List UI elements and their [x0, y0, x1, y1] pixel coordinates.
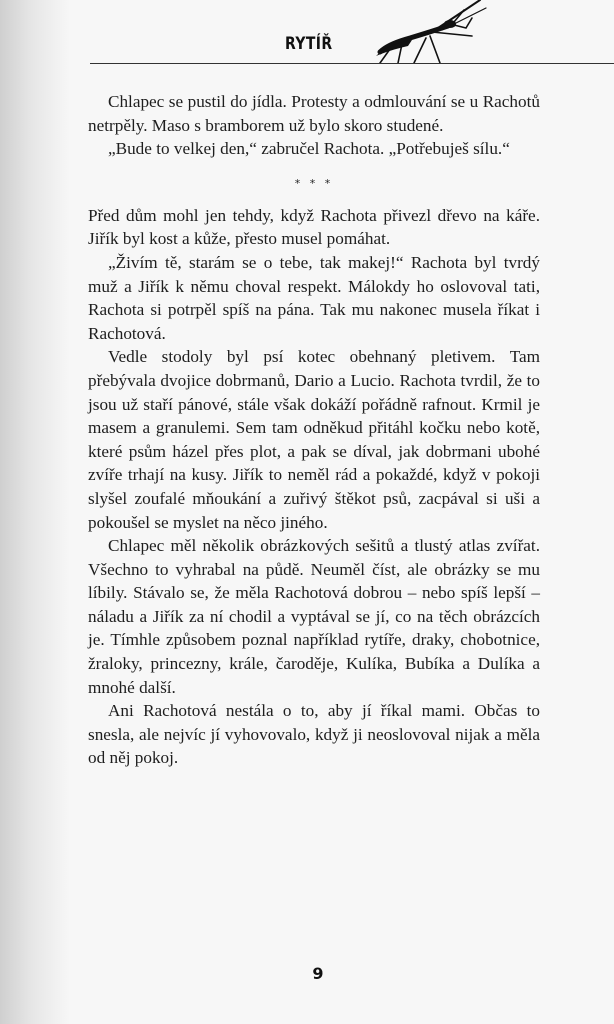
paragraph: „Bude to velkej den,“ zabručel Rachota. „Potřebuješ sílu.“ — [108, 139, 510, 159]
running-header — [0, 0, 614, 70]
page-binding-shadow — [0, 0, 70, 1024]
paragraph: Před dům mohl jen tehdy, když Rachota přivezl dřevo na káře. Jiřík byl kost a kůže, přesto musel pomáhat. — [88, 205, 540, 249]
body-text — [88, 90, 540, 770]
chapter-title: RYTÍŘ — [285, 34, 333, 54]
paragraph: Chlapec se pustil do jídla. Protesty a odmlouvání se u Rachotů netrpěly. Maso s bramborem už bylo skoro studené. — [88, 92, 540, 135]
page-number: 9 — [312, 964, 324, 983]
paragraph: Chlapec měl několik obrázkových sešitů a tlustý atlas zvířat. Všechno to vyhrabal na půdě. Neuměl číst, ale obrázky se mu líbily. Stávalo se, že měla Rachotová dobrou – nebo spíš lepší – náladu a Jiřík za ní chodil a vyptával se jí, co na těch obrázcích je. Tímhle způsobem poznal například rytíře, draky, chobotnice, žraloky, princezny, krále, čaroděje, Kulíka, Bubíka a Dulíka a mnohé další. — [88, 536, 540, 697]
header-rule — [90, 63, 614, 64]
paragraph: Vedle stodoly byl psí kotec obehnaný pletivem. Tam přebývala dvojice dobrmanů, Dario a Lucio. Rachota tvrdil, že to jsou už staří pánové, stále však dokáží pořádně rafnout. Krmil je masem a granulemi. Sem tam odněkud přitáhl kočku nebo kotě, které psům házel přes plot, a pak se díval, jak dobrmani ubohé zvíře trhají na kusy. Jiřík to neměl rád a pokaždé, když v pokoji slyšel zoufalé mňoukání a zuřivý štěkot psů, zacpával si uši a pokoušel se myslet na něco jiného. — [88, 347, 540, 532]
paragraph: Ani Rachotová nestála o to, aby jí říkal mami. Občas to snesla, ale nejvíc jí vyhovovalo, když ji neoslovoval nijak a měla od něj pokoj. — [88, 701, 540, 768]
praying-mantis-icon — [368, 0, 614, 66]
paragraph: „Živím tě, starám se o tebe, tak makej!“ Rachota byl tvrdý muž a Jiřík k němu choval respekt. Málokdy ho oslovoval tati, Rachota si potrpěl spíš na pána. Tak mu nakonec musela říkat i Rachotová. — [88, 252, 540, 343]
section-separator: * * * — [294, 176, 334, 190]
